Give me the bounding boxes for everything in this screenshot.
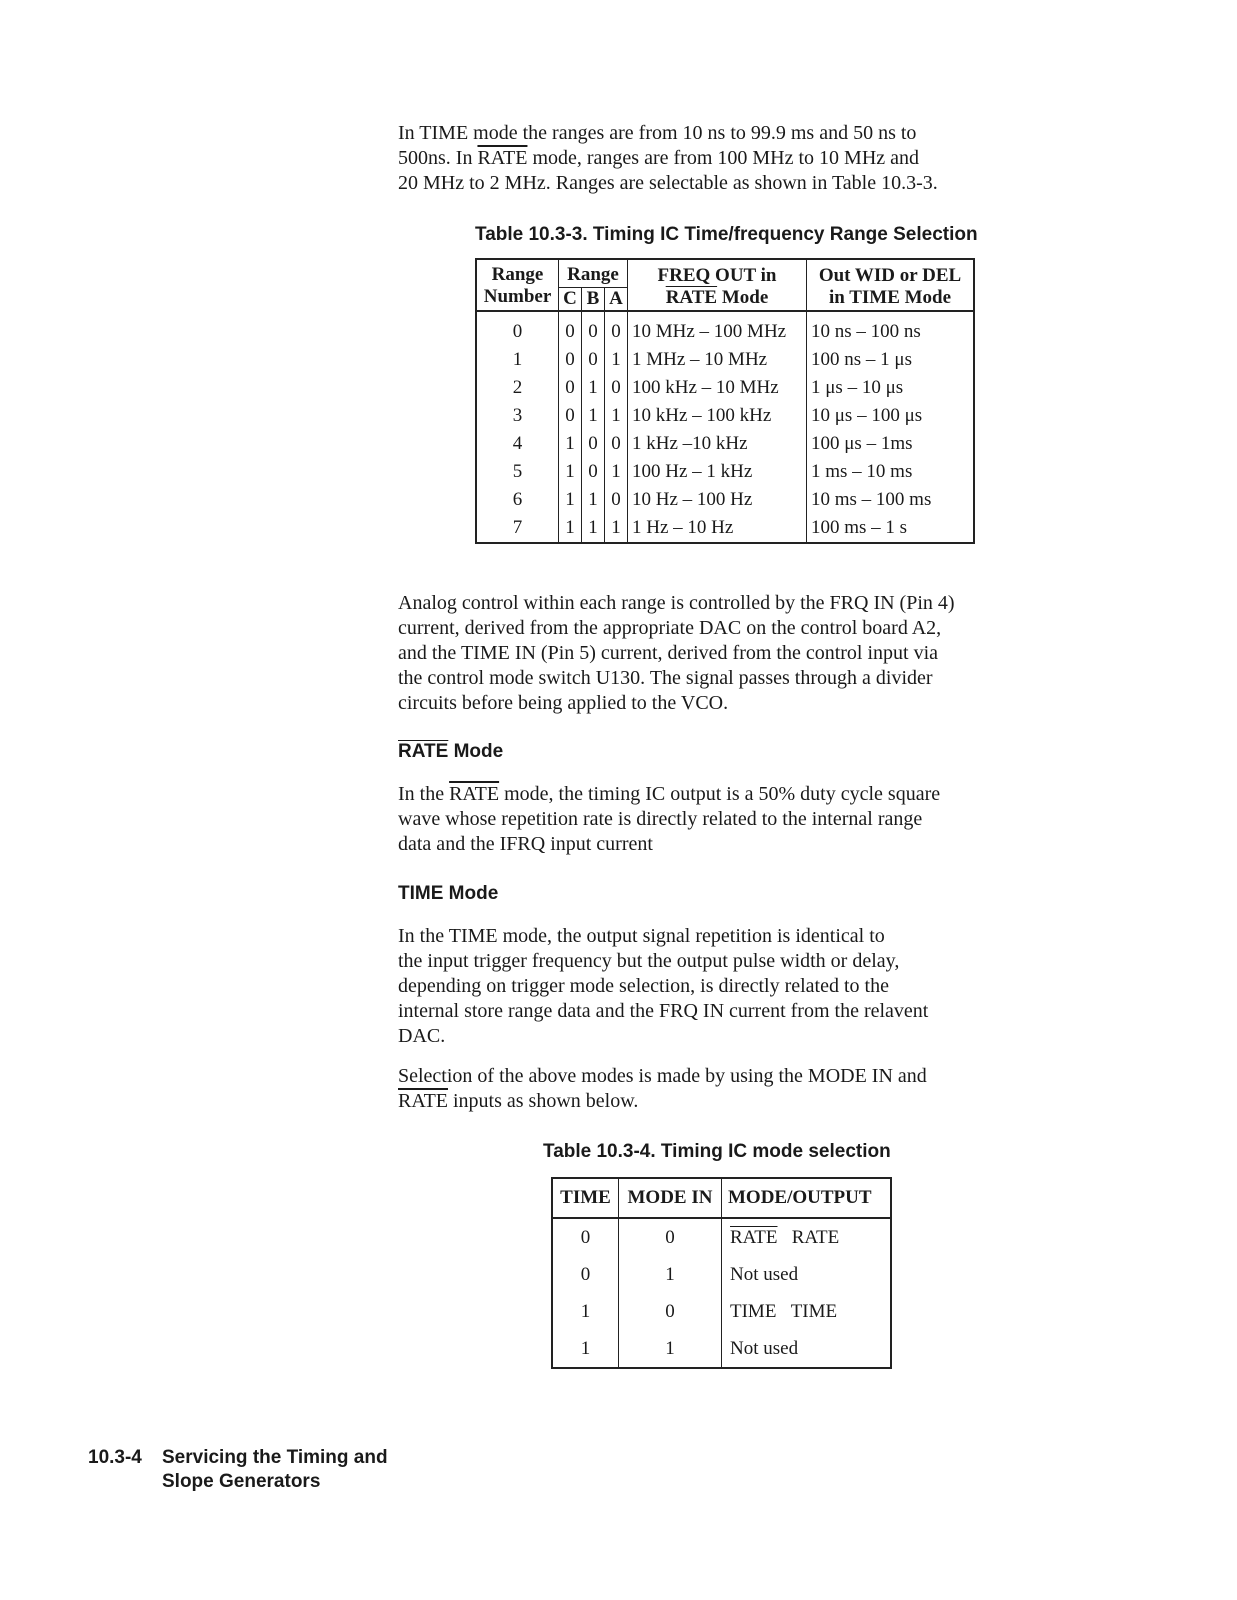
- intro-line-2: 500ns. In RATE mode, ranges are from 100 MHz to 10 MHz and: [398, 147, 920, 169]
- table-row: 1 0 0 1 1 MHz – 10 MHz 100 ns – 1 μs: [476, 346, 974, 374]
- header-a: A: [605, 287, 628, 311]
- header-out-wid-del: Out WID or DEL in TIME Mode: [807, 259, 975, 311]
- rate-overline-text: RATE: [477, 147, 528, 169]
- rate-mode-paragraph: In the RATE mode, the timing IC output is a 50% duty cycle square wave whose repetition rate is directly related to the internal range data and the IFRQ input current: [398, 783, 941, 855]
- page-footer: [88, 1446, 388, 1494]
- header-b: B: [582, 287, 605, 311]
- table-header-row-1: [476, 259, 974, 287]
- table-caption-mode-selection: Table 10.3-4. Timing IC mode selection: [543, 1141, 891, 1162]
- intro-line-3: 20 MHz to 2 MHz. Ranges are selectable as shown in Table 10.3-3.: [398, 172, 938, 194]
- header-mode-in: MODE IN: [619, 1178, 722, 1218]
- table-row: 6 1 1 0 10 Hz – 100 Hz 10 ms – 100 ms: [476, 486, 974, 514]
- page-number: 10.3-4: [88, 1447, 142, 1468]
- table-row: 1 0 TIME TIME: [552, 1293, 891, 1330]
- intro-line-1: In TIME mode the ranges are from 10 ns to 99.9 ms and 50 ns to: [398, 122, 917, 144]
- header-c: C: [559, 287, 582, 311]
- table-row: 7 1 1 1 1 Hz – 10 Hz 100 ms – 1 s: [476, 514, 974, 543]
- header-time: TIME: [552, 1178, 619, 1218]
- time-mode-paragraph: In the TIME mode, the output signal repetition is identical to the input trigger frequency but the output pulse width or delay, depending on trigger mode selection, is directly related to the internal store range data and the FRQ IN current from the relavent DAC.: [398, 925, 929, 1047]
- footer-title-line-2: Slope Generators: [162, 1471, 321, 1492]
- table-row: 0 0 RATE RATE: [552, 1218, 891, 1256]
- table-row: 4 1 0 0 1 kHz –10 kHz 100 μs – 1ms: [476, 430, 974, 458]
- rate-mode-heading: RATE Mode: [398, 741, 504, 762]
- table-row: 2 0 1 0 100 kHz – 10 MHz 1 μs – 10 μs: [476, 374, 974, 402]
- table-row: 5 1 0 1 100 Hz – 1 kHz 1 ms – 10 ms: [476, 458, 974, 486]
- table-row: 1 1 Not used: [552, 1330, 891, 1368]
- table-row: 3 0 1 1 10 kHz – 100 kHz 10 μs – 100 μs: [476, 402, 974, 430]
- intro-paragraph: [398, 121, 1078, 196]
- table-caption-range-selection: Table 10.3-3. Timing IC Time/frequency Range Selection: [475, 224, 978, 245]
- header-range: Range: [559, 259, 628, 287]
- footer-title-line-1: Servicing the Timing and: [162, 1447, 388, 1468]
- table-row: 0 1 Not used: [552, 1256, 891, 1293]
- mode-selection-table: [551, 1177, 892, 1369]
- time-mode-heading: TIME Mode: [398, 883, 499, 904]
- table-row: 0 0 0 0 10 MHz – 100 MHz 10 ns – 100 ns: [476, 311, 974, 346]
- analog-control-paragraph: Analog control within each range is controlled by the FRQ IN (Pin 4) current, derived from the appropriate DAC on the control board A2, and the TIME IN (Pin 5) current, derived from the control input via the control mode switch U130. The signal passes through a divider circuits before being applied to the VCO.: [398, 592, 955, 714]
- header-mode-output: MODE/OUTPUT: [722, 1178, 892, 1218]
- range-selection-table: [475, 258, 975, 544]
- header-range-number: Range Number: [476, 259, 559, 311]
- selection-paragraph: Selection of the above modes is made by using the MODE IN and RATE inputs as shown below.: [398, 1065, 927, 1112]
- header-freq-out: FREQ OUT in RATE Mode: [628, 259, 807, 311]
- table-header-row: [552, 1178, 891, 1218]
